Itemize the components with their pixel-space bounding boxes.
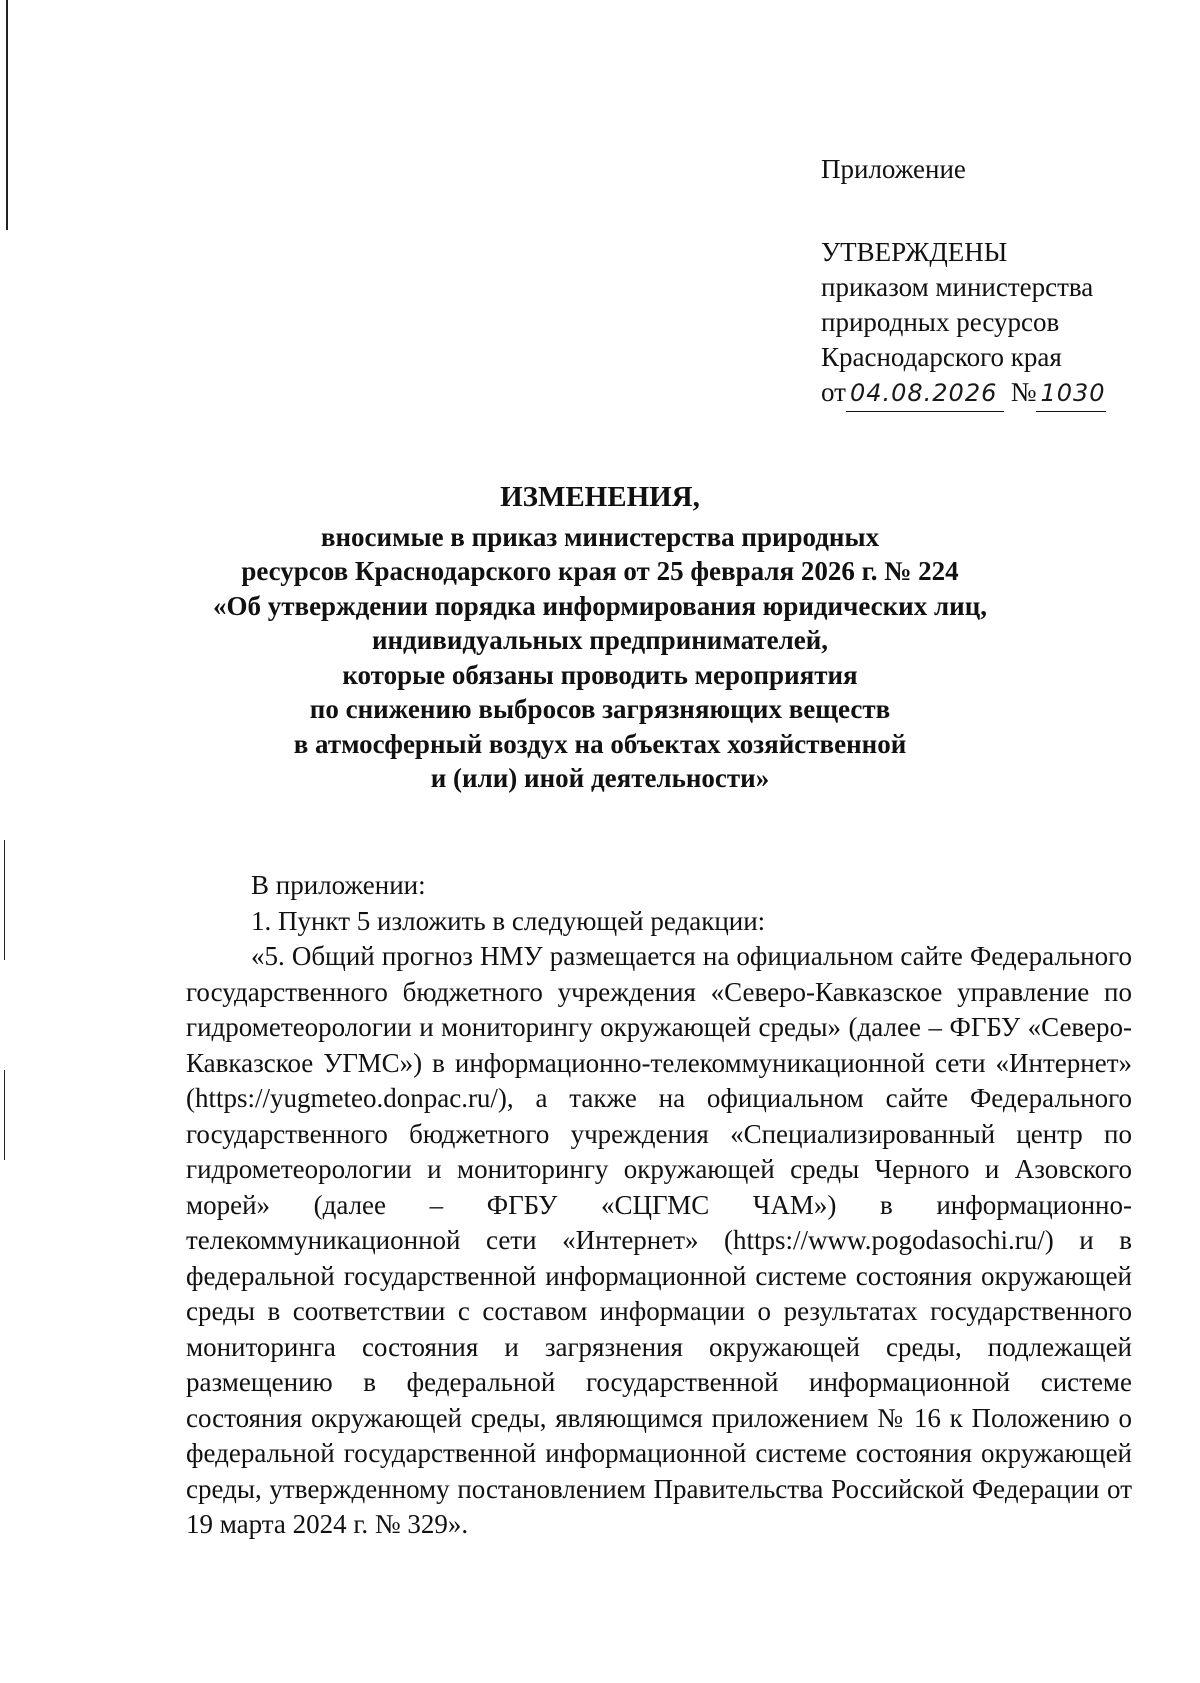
intro-paragraph: В приложении:: [251, 870, 426, 900]
handwritten-number: 1030: [1036, 376, 1106, 412]
document-body: [186, 868, 1132, 1543]
document-title: [0, 480, 1200, 796]
from-prefix: от: [821, 377, 846, 407]
approval-line: Краснодарского края: [821, 342, 1062, 372]
approved-label: УТВЕРЖДЕНЫ: [821, 237, 1008, 267]
title-line: индивидуальных предпринимателей,: [371, 625, 829, 655]
title-line: и (или) иной деятельности»: [430, 763, 770, 793]
item-paragraph: 1. Пункт 5 изложить в следующей редакции:: [251, 905, 766, 936]
title-line: по снижению выбросов загрязняющих веществ: [309, 694, 891, 724]
scan-edge-line: [4, 840, 5, 960]
approval-line: приказом министерства: [821, 272, 1094, 302]
number-prefix: №: [1010, 377, 1037, 407]
title-line: «Об утверждении порядка информирования юридических лиц,: [212, 590, 988, 621]
scan-edge-line: [4, 1070, 5, 1160]
handwritten-date: 04.08.2026: [846, 376, 1004, 412]
title-line: в атмосферный воздух на объектах хозяйственной: [293, 728, 907, 759]
title-line: вносимые в приказ министерства природных: [320, 521, 880, 552]
order-reference: [821, 375, 1106, 412]
title-line: ресурсов Краснодарского края от 25 февраля 2026 г. № 224: [241, 556, 959, 586]
approval-line: природных ресурсов: [821, 307, 1060, 337]
approval-block: [821, 152, 1106, 412]
title-line: которые обязаны проводить мероприятия: [342, 659, 858, 690]
title-heading: ИЗМЕНЕНИЯ,: [500, 481, 700, 513]
amendment-paragraph: «5. Общий прогноз НМУ размещается на официальном сайте Федерального государственного бюджетного учреждения «Северо-Кавказское управление по гидрометеорологии и мониторингу окружающей среды» (далее – ФГБУ «Северо-Кавказское УГМС») в информационно-телекоммуникационной сети «Интернет» (https://yugmeteo.donpac.ru/), а также на официальном сайте Федерального государственного бюджетного учреждения «Специализированный центр по гидрометеорологии и мониторингу окружающей среды Черного и Азовского морей» (далее – ФГБУ «СЦГМС ЧАМ») в информационно-телекоммуникационной сети «Интернет» (https://www.pogodasochi.ru/) и в федеральной государственной информационной системе состояния окружающей среды в соответствии с составом информации о результатах государственного мониторинга состояния и загрязнения окружающей среды, подлежащей размещению в федеральной государственной информационной системе состояния окружающей среды, являющимся приложением № 16 к Положению о федеральной государственной информационной системе состояния окружающей среды, утвержденному постановлением Правительства Российской Федерации от 19 марта 2024 г. № 329».: [186, 941, 1132, 1539]
appendix-label: Приложение: [821, 154, 966, 184]
scan-edge-line: [6, 0, 8, 230]
